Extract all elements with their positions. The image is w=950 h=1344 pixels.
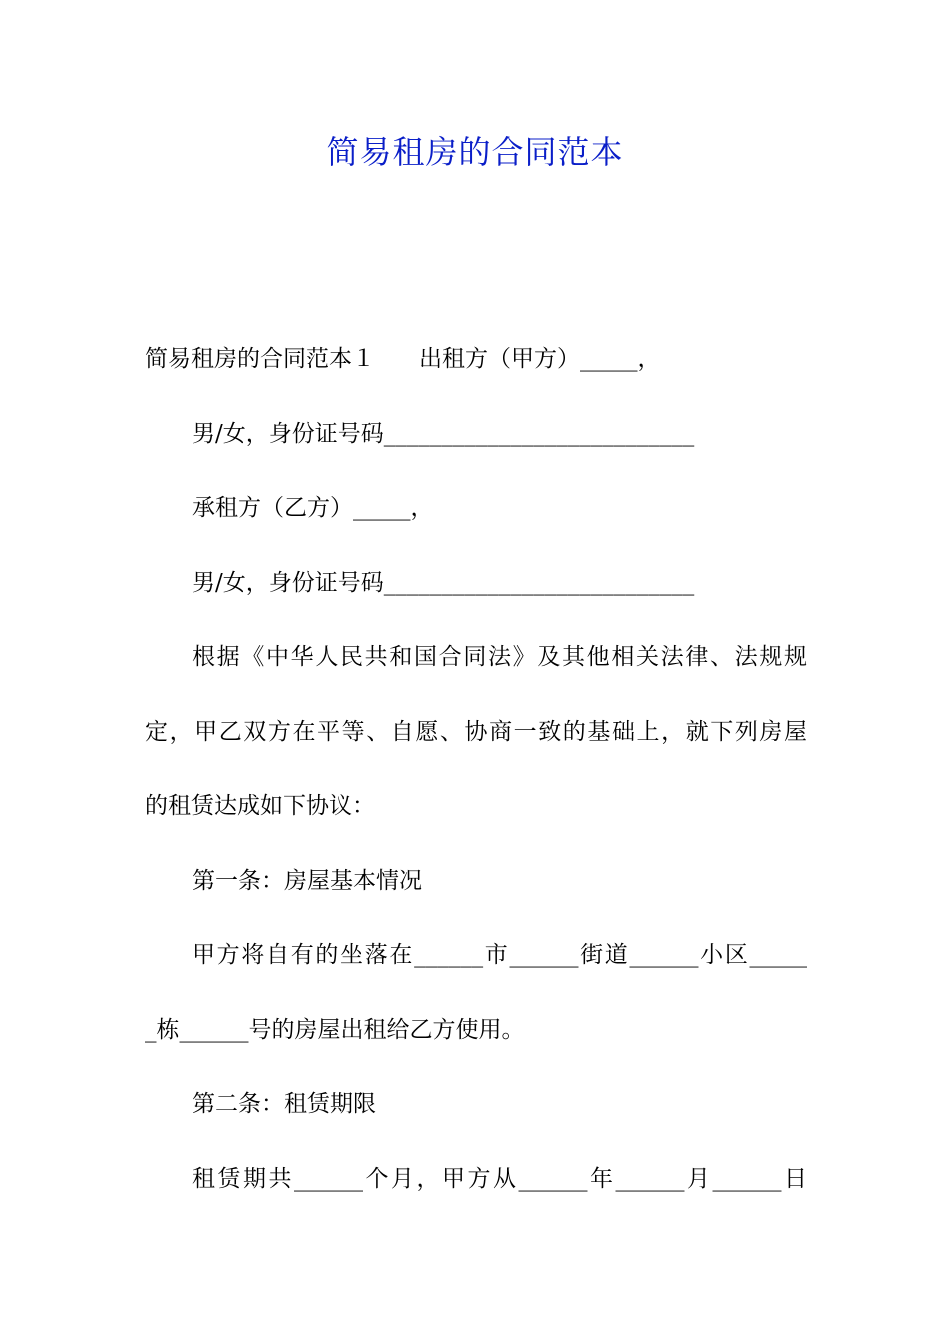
lessee-line: 承租方（乙方）_____， [192, 495, 434, 521]
lessor-id-line: 男/女，身份证号码___________________________ [192, 420, 695, 447]
article-heading: 第二条：租赁期限 [192, 1091, 376, 1117]
article-heading: 第一条：房屋基本情况 [192, 867, 422, 894]
contract-heading-line [145, 336, 807, 411]
document-body [145, 336, 807, 1230]
paragraph-line: 甲方将自有的坐落在______市______街道______小区_____ [192, 942, 807, 968]
paragraph-line: 定，甲乙双方在平等、自愿、协商一致的基础上，就下列房屋 [145, 718, 807, 745]
paragraph-line: _栋______号的房屋出租给乙方使用。 [145, 1016, 525, 1043]
lessee-id-line: 男/女，身份证号码___________________________ [192, 569, 695, 596]
paragraph-line: 的租赁达成如下协议： [145, 793, 375, 819]
contract-subtitle: 简易租房的合同范本１ [145, 346, 375, 372]
paragraph-line: 根据《中华人民共和国合同法》及其他相关法律、法规规 [192, 644, 807, 670]
document-title: 简易租房的合同范本 [326, 133, 624, 171]
paragraph-line: 租赁期共______个月，甲方从______年______月______日 [192, 1165, 807, 1192]
lessor-line: 出租方（甲方）_____， [419, 346, 661, 372]
